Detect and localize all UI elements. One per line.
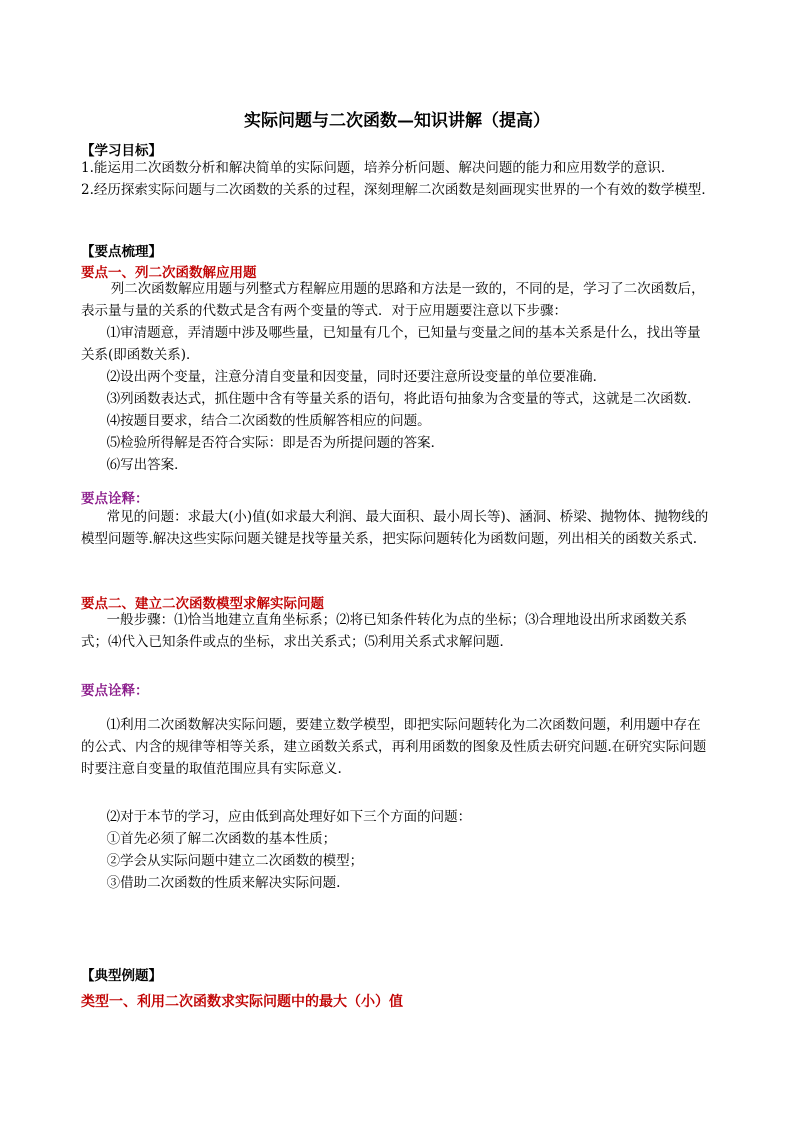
keypoint1-step-2: ⑵设出两个变量，注意分清自变量和因变量，同时还要注意所设变量的单位要准确． (106, 369, 607, 385)
keypoint1-intro: 列二次函数解应用题与列整式方程解应用题的思路和方法是一致的，不同的是，学习了二次函数后，表示量与量的关系的代数式是含有两个变量的等式．对于应用题要注意以下步骤： (81, 281, 705, 319)
keypoint2-note2-item-3: ③借助二次函数的性质来解决实际问题. (106, 875, 341, 891)
keypoint1-step-6: ⑹写出答案． (106, 457, 188, 473)
objective-item-2: 2.经历探索实际问题与二次函数的关系的过程，深刻理解二次函数是刻画现实世界的一个有效的数学模型． (81, 182, 715, 198)
keypoint2-intro: 一般步骤：⑴恰当地建立直角坐标系；⑵将已知条件转化为点的坐标；⑶合理地设出所求函数关系式；⑷代入已知条件或点的坐标，求出关系式；⑸利用关系式求解问题． (81, 612, 688, 650)
keypoint1-step-5: ⑸检验所得解是否符合实际：即是否为所提问题的答案． (106, 435, 445, 451)
keypoint2-body (81, 609, 714, 653)
keypoint1-step-4: ⑷按题目要求，结合二次函数的性质解答相应的问题。 (106, 413, 431, 429)
keypoint2-note1 (81, 714, 714, 780)
objectives-heading: 【学习目标】 (81, 143, 162, 159)
objectives-list (81, 157, 721, 201)
keypoint2-note-title: 要点诠释： (81, 683, 149, 699)
keypoint2-note2 (81, 806, 714, 894)
objective-item-1: 1.能运用二次函数分析和解决简单的实际问题，培养分析问题、解决问题的能力和应用数学的意识． (81, 160, 675, 176)
keypoint1-note-title: 要点诠释： (81, 491, 149, 507)
keypoint1-note-text: 常见的问题：求最大(小)值(如求最大利润、最大面积、最小周长等)、涵洞、桥梁、抛物体、抛物线的模型问题等.解决这些实际问题关键是找等量关系，把实际问题转化为函数问题，列出相关的函数关系式. (81, 509, 709, 547)
example-type1-title: 类型一、利用二次函数求实际问题中的最大（小）值 (81, 994, 403, 1010)
keypoint2-note2-item-2: ②学会从实际问题中建立二次函数的模型； (106, 853, 364, 869)
keypoint1-title: 要点一、列二次函数解应用题 (81, 265, 257, 281)
keypoints-heading: 【要点梳理】 (81, 244, 162, 260)
keypoint1-body (81, 278, 714, 476)
keypoint1-note (81, 506, 714, 550)
keypoint2-note2-intro: ⑵对于本节的学习，应由低到高处理好如下三个方面的问题： (106, 809, 472, 825)
page-title: 实际问题与二次函数—知识讲解（提高） (244, 111, 550, 131)
keypoint2-note2-item-1: ①首先必须了解二次函数的基本性质； (106, 831, 337, 847)
keypoint2-title: 要点二、建立二次函数模型求解实际问题 (81, 596, 324, 612)
examples-heading: 【典型例题】 (81, 968, 162, 984)
keypoint1-step-1: ⑴审清题意，弄清题中涉及哪些量，已知量有几个，已知量与变量之间的基本关系是什么，找出等量关系(即函数关系)． (81, 325, 701, 363)
keypoint1-step-3: ⑶列函数表达式，抓住题中含有等量关系的语句，将此语句抽象为含变量的等式，这就是二次函数． (106, 391, 701, 407)
keypoint2-note1-text: ⑴利用二次函数解决实际问题，要建立数学模型，即把实际问题转化为二次函数问题，利用题中存在的公式、内含的规律等相等关系，建立函数关系式，再利用函数的图象及性质去研究问题.在研究实际问题时要注意自变量的取值范围应具有实际意义. (81, 717, 707, 777)
